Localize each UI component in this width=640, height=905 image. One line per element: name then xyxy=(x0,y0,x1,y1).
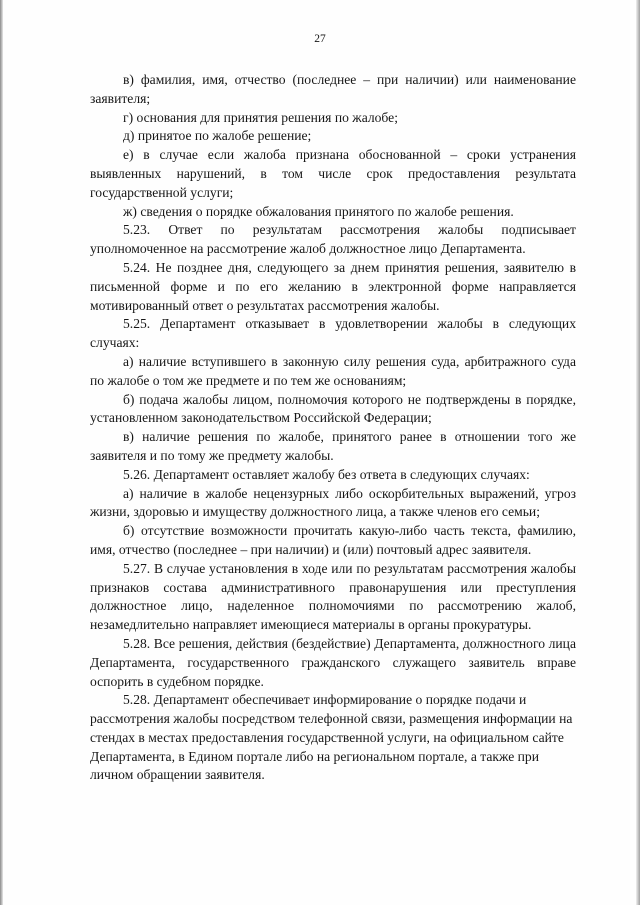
paragraph-5-27: 5.27. В случае установления в ходе или по результатам рассмотрения жалобы признаков состава административного правонарушения или преступления должностное лицо, наделенное полномочиями по рассмотрению жалоб, незамедлительно направляет имеющиеся материалы в органы прокуратуры. xyxy=(90,560,576,633)
paragraph-5-23: 5.23. Ответ по результатам рассмотрения жалобы подписывает уполномоченное на рассмотрение жалоб должностное лицо Департамента. xyxy=(90,222,576,257)
paragraph-item-e-deadlines: е) в случае если жалоба признана обоснованной – сроки устранения выявленных нарушений, в том числе срок предоставления результата государственной услуги; xyxy=(90,147,576,200)
paragraph-5-26: 5.26. Департамент оставляет жалобу без ответа в следующих случаях: xyxy=(123,466,530,482)
paragraph-5-28-appeal: 5.28. Все решения, действия (бездействие) Департамента, должностного лица Департамента, государственного гражданского служащего заявитель вправе оспорить в судебном порядке. xyxy=(90,635,576,689)
paragraph-5-24: 5.24. Не позднее дня, следующего за днем принятия решения, заявителю в письменной форме и по его желанию в электронной форме направляется мотивированный ответ о результатах рассмотрения жалобы. xyxy=(90,259,576,313)
paragraph-item-d-decision: д) принятое по жалобе решение; xyxy=(123,128,312,144)
paragraph-5-26-b: б) отсутствие возможности прочитать какую-либо часть текста, фамилию, имя, отчество (последнее – при наличии) и (или) почтовый адрес заявителя. xyxy=(90,523,576,557)
paragraph-item-v-applicant-name: в) фамилия, имя, отчество (последнее – при наличии) или наименование заявителя; xyxy=(90,72,576,106)
document-body xyxy=(90,71,576,785)
paragraph-5-28-informing: 5.28. Департамент обеспечивает информирование о порядке подачи и рассмотрения жалобы посредством телефонной связи, размещения информации на стендах в местах предоставления государственной услуги, на официальном сайте Департамента, в Едином портале либо на региональном портале, а также при личном обращении заявителя. xyxy=(90,692,573,783)
scan-edge-left xyxy=(0,0,3,905)
paragraph-5-26-a: а) наличие в жалобе нецензурных либо оскорбительных выражений, угроз жизни, здоровью и имуществу должностного лица, а также членов его семьи; xyxy=(90,485,576,520)
paragraph-5-25-b: б) подача жалобы лицом, полномочия которого не подтверждены в порядке, установленном законодательством Российской Федерации; xyxy=(90,391,576,426)
paragraph-5-25-v: в) наличие решения по жалобе, принятого ранее в отношении того же заявителя и по тому же предмету жалобы. xyxy=(90,429,576,463)
paragraph-item-g-grounds: г) основания для принятия решения по жалобе; xyxy=(123,109,398,125)
paragraph-item-zh-appeal-procedure: ж) сведения о порядке обжалования принятого по жалобе решения. xyxy=(123,203,514,219)
paragraph-5-25-a: а) наличие вступившего в законную силу решения суда, арбитражного суда по жалобе о том же предмете и по тем же основаниям; xyxy=(90,353,576,388)
scan-edge-right xyxy=(636,0,640,905)
page-number: 27 xyxy=(314,33,326,45)
paragraph-5-25: 5.25. Департамент отказывает в удовлетворении жалобы в следующих случаях: xyxy=(90,316,576,351)
